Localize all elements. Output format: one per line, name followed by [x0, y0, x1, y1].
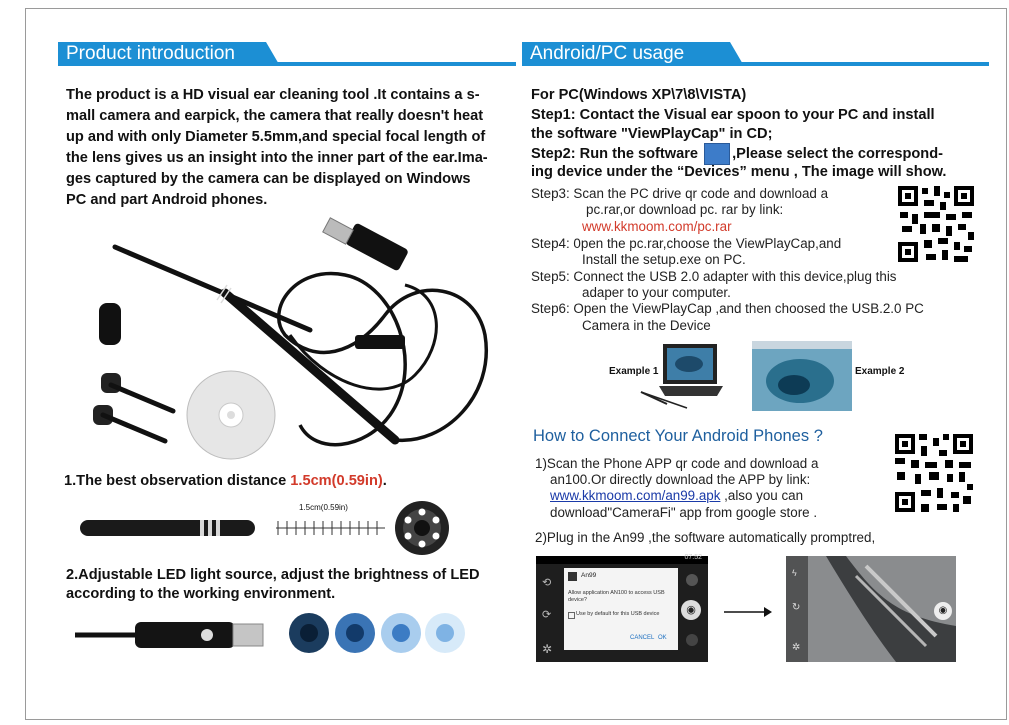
- pc-download-link[interactable]: www.kkmoom.com/pc.rar: [582, 219, 732, 234]
- step6-line2: Camera in the Device: [582, 318, 711, 333]
- step5-line1: Step5: Connect the USB 2.0 adapter with this device,plug this: [531, 269, 897, 284]
- android-step1-line3: [550, 488, 803, 504]
- dialog-app-name: An99: [581, 572, 597, 579]
- step5-line2: adaper to your computer.: [582, 285, 731, 300]
- example-2-screenshot: [752, 341, 852, 411]
- usage-title: Android/PC usage: [522, 42, 730, 66]
- camera-shutter-icon[interactable]: ◉: [681, 600, 701, 620]
- usage-header: [522, 42, 989, 66]
- android-step1-line4: download"CameraFi" app from google store .: [550, 505, 818, 520]
- feature-1-label: 1.The best observation distance: [64, 473, 291, 489]
- android-camera-view-screenshot: [786, 556, 956, 662]
- product-photo: [85, 215, 505, 460]
- camera-feed-image: [786, 556, 956, 662]
- android-step1-line1: 1)Scan the Phone APP qr code and download a: [535, 456, 819, 471]
- arrow-icon: [724, 606, 772, 618]
- step2-text: Step2: Run the software: [531, 145, 703, 162]
- pc-title: For PC(Windows XP\7\8\VISTA): [531, 87, 747, 103]
- android-step1-text: ,also you can: [720, 488, 804, 503]
- camera-shutter-icon[interactable]: ◉: [934, 602, 952, 620]
- refresh-icon[interactable]: ↻: [792, 602, 801, 613]
- intro-line: the lens gives us an insight into the inner part of the ear.Ima-: [66, 150, 488, 166]
- scale-label: 1.5cm(0.59in): [299, 503, 348, 512]
- cancel-button[interactable]: CANCEL: [630, 635, 655, 641]
- pc-qr-code: [896, 184, 976, 264]
- link-icon[interactable]: ⟲: [542, 577, 552, 589]
- step4-line2: Install the setup.exe on PC.: [582, 252, 746, 267]
- android-step1-line2: an100.Or directly download the APP by link:: [550, 472, 811, 487]
- dialog-checkbox-label: Use by default for this USB device: [576, 611, 660, 617]
- feature-1: [64, 471, 387, 493]
- step1-line1: Step1: Contact the Visual ear spoon to your PC and install: [531, 107, 935, 123]
- step2-line2: ing device under the “Devices” menu , The image will show.: [531, 164, 947, 180]
- example-2-label: Example 2: [855, 366, 905, 377]
- flash-icon[interactable]: ϟ: [792, 568, 797, 578]
- step6-line1: Step6: Open the ViewPlayCap ,and then choosed the USB.2.0 PC: [531, 301, 924, 316]
- record-icon[interactable]: [686, 574, 698, 586]
- step4-line1: Step4: 0pen the pc.rar,choose the ViewPlayCap,and: [531, 236, 842, 251]
- led-brightness-diagram: [75, 608, 475, 658]
- usb-permission-dialog: [564, 568, 678, 650]
- dialog-message: Allow application AN100 to access USB device?: [568, 590, 665, 603]
- intro-line: up and with only Diameter 5.5mm,and special focal length of: [66, 129, 486, 145]
- intro-line: ges captured by the camera can be displayed on Windows: [66, 171, 471, 187]
- step1-line2: the software "ViewPlayCap" in CD;: [531, 126, 773, 142]
- status-bar: [536, 556, 708, 564]
- step3-line1: Step3: Scan the PC drive qr code and download a: [531, 186, 829, 201]
- android-permission-screenshot: [536, 556, 708, 662]
- settings-icon[interactable]: ✲: [792, 642, 801, 653]
- app-icon: [568, 572, 577, 581]
- android-title: How to Connect Your Android Phones ?: [533, 427, 823, 445]
- feature-1-suffix: .: [382, 473, 387, 489]
- feature-2-line-1: 2.Adjustable LED light source, adjust the brightness of LED: [66, 567, 480, 583]
- android-qr-code: [893, 432, 975, 514]
- intro-line: PC and part Android phones.: [66, 192, 268, 208]
- step3-line2: pc.rar,or download pc. rar by link:: [586, 202, 784, 217]
- feature-2-line-2: according to the working environment.: [66, 586, 336, 602]
- intro-line: mall camera and earpick, the camera that really doesn't heat: [66, 108, 484, 124]
- apk-download-link[interactable]: www.kkmoom.com/an99.apk: [550, 488, 721, 503]
- intro-line: The product is a HD visual ear cleaning tool .It contains a s-: [66, 87, 480, 103]
- observation-distance-diagram: [80, 500, 460, 560]
- default-checkbox[interactable]: [568, 612, 575, 619]
- android-step2: 2)Plug in the An99 ,the software automatically promptred,: [535, 530, 876, 545]
- phone-time: 07:52: [684, 554, 702, 561]
- ok-button[interactable]: OK: [658, 635, 667, 641]
- step2-text-2: ,Please select the correspond-: [732, 145, 943, 162]
- share-icon[interactable]: ⟳: [542, 609, 552, 621]
- feature-1-value: 1.5cm(0.59in): [290, 473, 383, 489]
- example-1-laptop: [637, 342, 727, 412]
- product-intro-title: Product introduction: [58, 42, 266, 66]
- example-1-label: Example 1: [609, 366, 659, 377]
- product-intro-header: [58, 42, 516, 66]
- left-toolbar: [538, 568, 560, 660]
- gallery-icon[interactable]: [686, 634, 698, 646]
- settings-icon[interactable]: ✲: [542, 642, 553, 656]
